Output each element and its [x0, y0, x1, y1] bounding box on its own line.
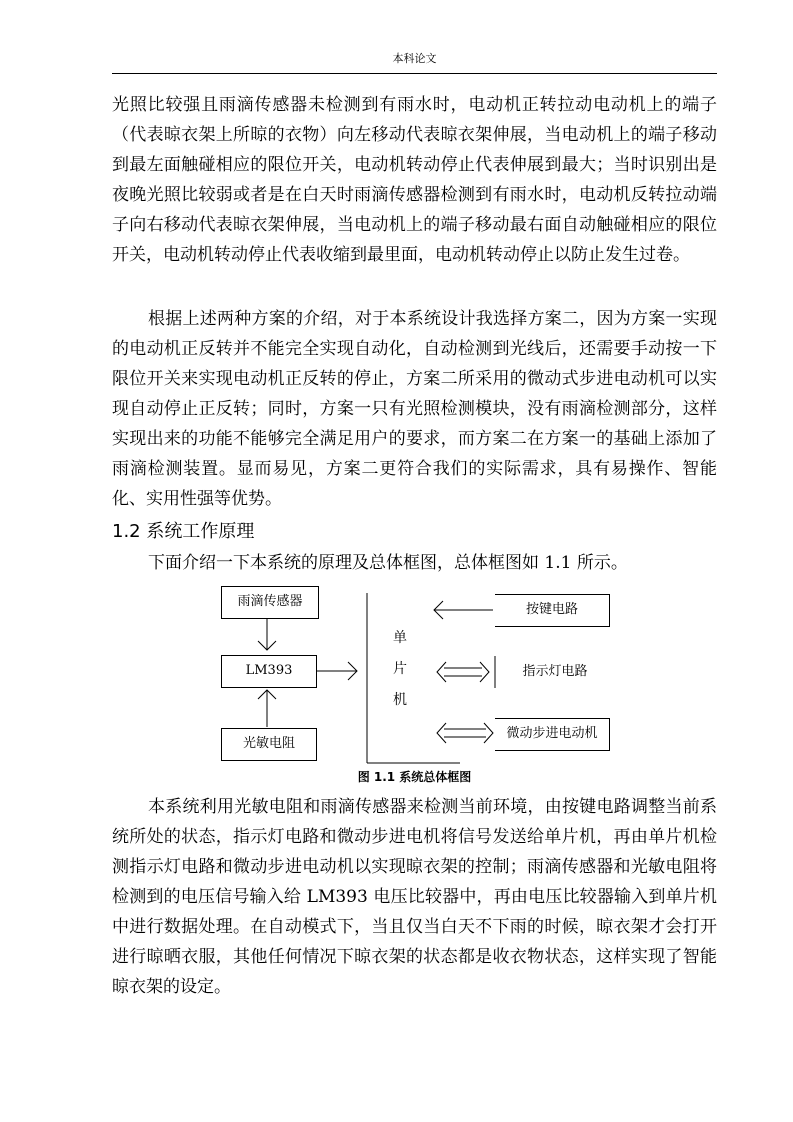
figure-caption: 图 1.1 系统总体框图 [357, 770, 472, 784]
lm393-box: LM393 [221, 655, 317, 688]
paragraph-4: 本系统利用光敏电阻和雨滴传感器来检测当前环境，由按键电路调整当前系统所处的状态，指示灯电路和微动步进电机将信号发送给单片机，再由单片机检测指示灯电路和微动步进电动机以实现晾衣架的控制；雨滴传感器和光敏电阻将检测到的电压信号输入给 LM393 电压比较器中，再由电压比较器输入到单片机中进行数据处理。在自动模式下，当且仅当白天不下雨的时候，晾衣架才会打开进行晾晒衣服，其他任何情况下晾衣架的状态都是收衣物状态，这样实现了智能晾衣架的设定。 [112, 797, 717, 997]
stepper-motor-box: 微动步进电动机 [495, 718, 610, 751]
mcu-label-char-3: 机 [393, 692, 407, 708]
page-header: 本科论文 [392, 52, 437, 65]
indicator-circuit-label: 指示灯电路 [522, 664, 588, 679]
mcu-label-char-1: 单 [393, 630, 407, 646]
paragraph-2: 根据上述两种方案的介绍，对于本系统设计我选择方案二，因为方案一实现的电动机正反转并不能完全实现自动化，自动检测到光线后，还需要手动按一下限位开关来实现电动机正反转的停止，方案二所采用的微动式步进电动机可以实现自动停止正反转；同时，方案一只有光照检测模块，没有雨滴检测部分，这样实现出来的功能不能够完全满足用户的要求，而方案二在方案一的基础上添加了雨滴检测装置。显而易见，方案二更符合我们的实际需求，具有易操作、智能化、实用性强等优势。 [112, 309, 717, 509]
section-heading: 1.2 系统工作原理 [112, 521, 255, 542]
key-circuit-box: 按键电路 [495, 594, 610, 627]
rain-sensor-box: 雨滴传感器 [221, 586, 319, 619]
mcu-label-char-2: 片 [393, 661, 407, 677]
paragraph-1: 光照比较强且雨滴传感器未检测到有雨水时，电动机正转拉动电动机上的端子（代表晾衣架上所晾的衣物）向左移动代表晾衣架伸展，当电动机上的端子移动到最左面触碰相应的限位开关，电动机转动停止代表伸展到最大；当时识别出是夜晚光照比较弱或者是在白天时雨滴传感器检测到有雨水时，电动机反转拉动端子向右移动代表晾衣架伸展，当电动机上的端子移动最右面自动触碰相应的限位开关，电动机转动停止代表收缩到最里面，电动机转动停止以防止发生过卷。 [112, 95, 717, 265]
photoresistor-box: 光敏电阻 [221, 728, 317, 761]
paragraph-3: 下面介绍一下本系统的原理及总体框图，总体框图如 1.1 所示。 [148, 553, 628, 573]
